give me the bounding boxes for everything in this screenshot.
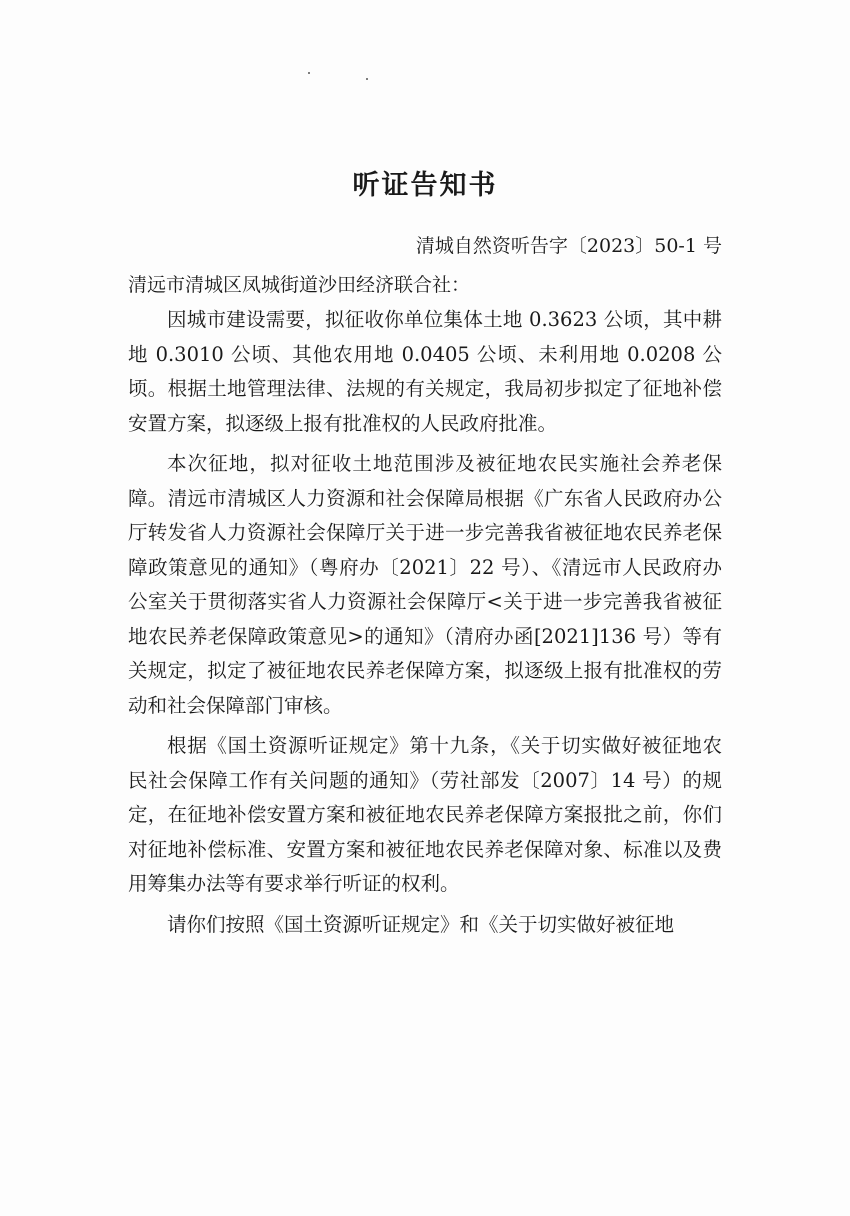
document-body: [128, 303, 722, 948]
scan-speck: [308, 72, 310, 74]
paragraph-hearing-rights: 根据《国土资源听证规定》第十九条，《关于切实做好被征地农民社会保障工作有关问题的通知》（劳社部发〔2007〕14 号）的规定，在征地补偿安置方案和被征地农民养老保障方案报批之前，你们对征地补偿标准、安置方案和被征地农民养老保障对象、标准以及费用筹集办法等有要求举行听证的权利。: [128, 734, 722, 895]
paragraph-social-security: 本次征地，拟对征收土地范围涉及被征地农民实施社会养老保障。清远市清城区人力资源和社会保障局根据《广东省人民政府办公厅转发省人力资源社会保障厅关于进一步完善我省被征地农民养老保障政策意见的通知》（粤府办〔2021〕22 号）、《清远市人民政府办公室关于贯彻落实省人力资源社会保障厅<关于进一步完善我省被征地农民养老保障政策意见>的通知》（清府办函[2021]136 号）等有关规定，拟定了被征地农民养老保障方案，拟逐级上报有批准权的劳动和社会保障部门审核。: [128, 452, 722, 717]
document-number: 清城自然资听告字〔2023〕50-1 号: [415, 235, 722, 257]
document-title: 听证告知书: [352, 170, 498, 201]
paragraph-request: 请你们按照《国土资源听证规定》和《关于切实做好被征地: [167, 912, 675, 936]
paragraph-land-acquisition: 因城市建设需要，拟征收你单位集体土地 0.3623 公顷，其中耕地 0.3010 公顷、其他农用地 0.0405 公顷、未利用地 0.0208 公顷。根据土地管理法律、法规的有关规定，我局初步拟定了征地补偿安置方案，拟逐级上报有批准权的人民政府批准。: [128, 308, 722, 435]
scan-speck: [366, 78, 368, 80]
addressee: 清远市清城区凤城街道沙田经济联合社：: [128, 274, 471, 296]
